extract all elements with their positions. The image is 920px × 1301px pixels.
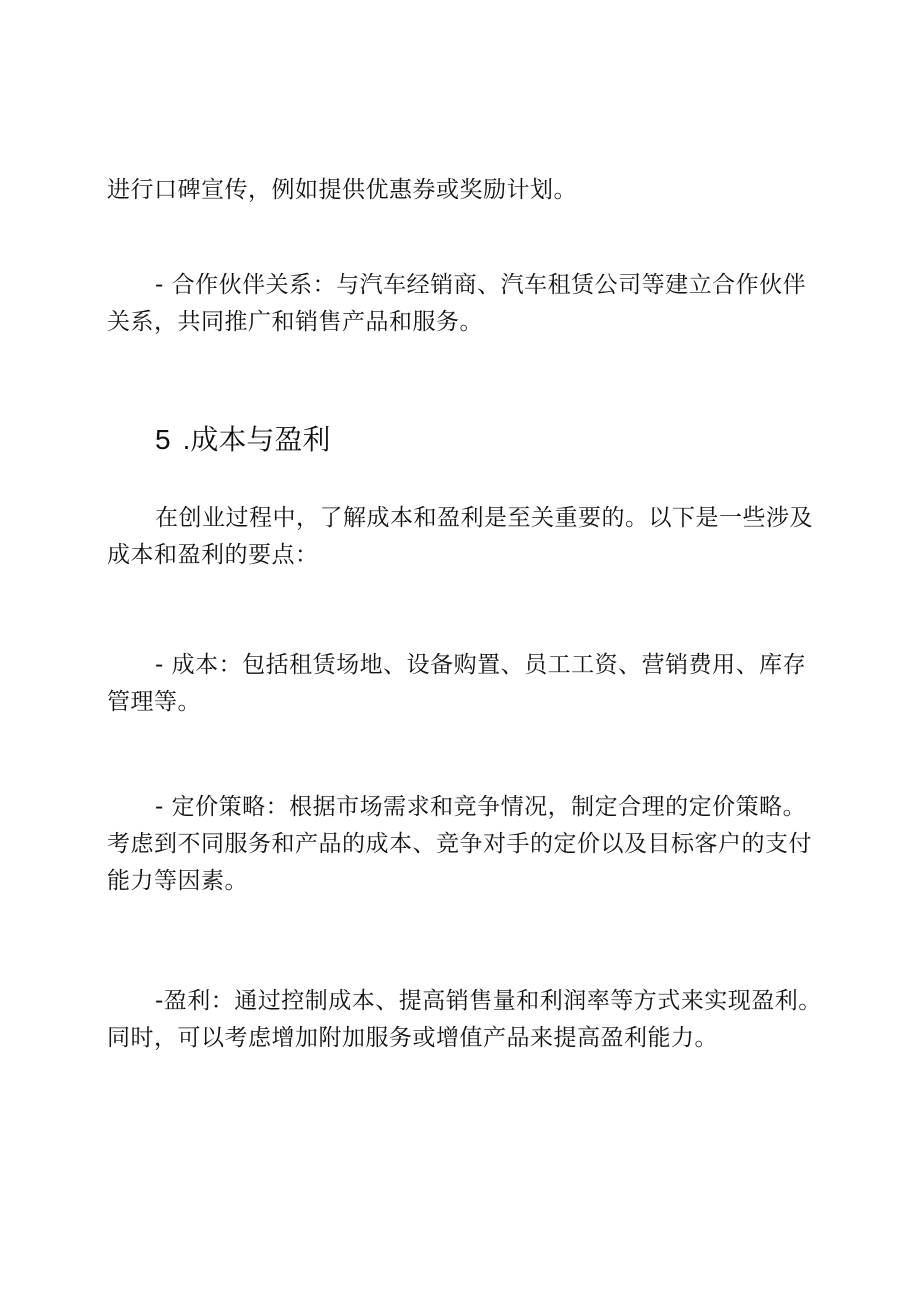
section-heading [155, 420, 330, 460]
text-line: - 成本：包括租赁场地、设备购置、员工工资、营销费用、库存 [155, 652, 807, 678]
text-line: 进行口碑宣传，例如提供优惠券或奖励计划。 [107, 177, 577, 203]
paragraph-profit [107, 983, 822, 1057]
section-number: 5 [155, 424, 171, 455]
text-line: 成本和盈利的要点： [107, 542, 319, 568]
text-line: 能力等因素。 [107, 868, 248, 894]
text-line: - 定价策略：根据市场需求和竞争情况，制定合理的定价策略。 [155, 794, 807, 820]
text-line: 在创业过程中，了解成本和盈利是至关重要的。以下是一些涉及 [155, 505, 813, 531]
text-line: 同时，可以考虑增加附加服务或增值产品来提高盈利能力。 [107, 1025, 718, 1051]
text-line: 关系，共同推广和销售产品和服务。 [107, 309, 483, 335]
paragraph-partnerships [107, 267, 807, 341]
text-line: 考虑到不同服务和产品的成本、竞争对手的定价以及目标客户的支付 [107, 831, 812, 857]
paragraph-costs [107, 647, 807, 721]
paragraph-intro [107, 500, 813, 574]
text-line: -盈利：通过控制成本、提高销售量和利润率等方式来实现盈利。 [155, 988, 822, 1014]
text-line: 管理等。 [107, 689, 201, 715]
paragraph-word-of-mouth [107, 172, 807, 209]
text-line: - 合作伙伴关系：与汽车经销商、汽车租赁公司等建立合作伙伴 [155, 272, 807, 298]
paragraph-pricing [107, 789, 812, 900]
section-title: .成本与盈利 [182, 424, 331, 455]
